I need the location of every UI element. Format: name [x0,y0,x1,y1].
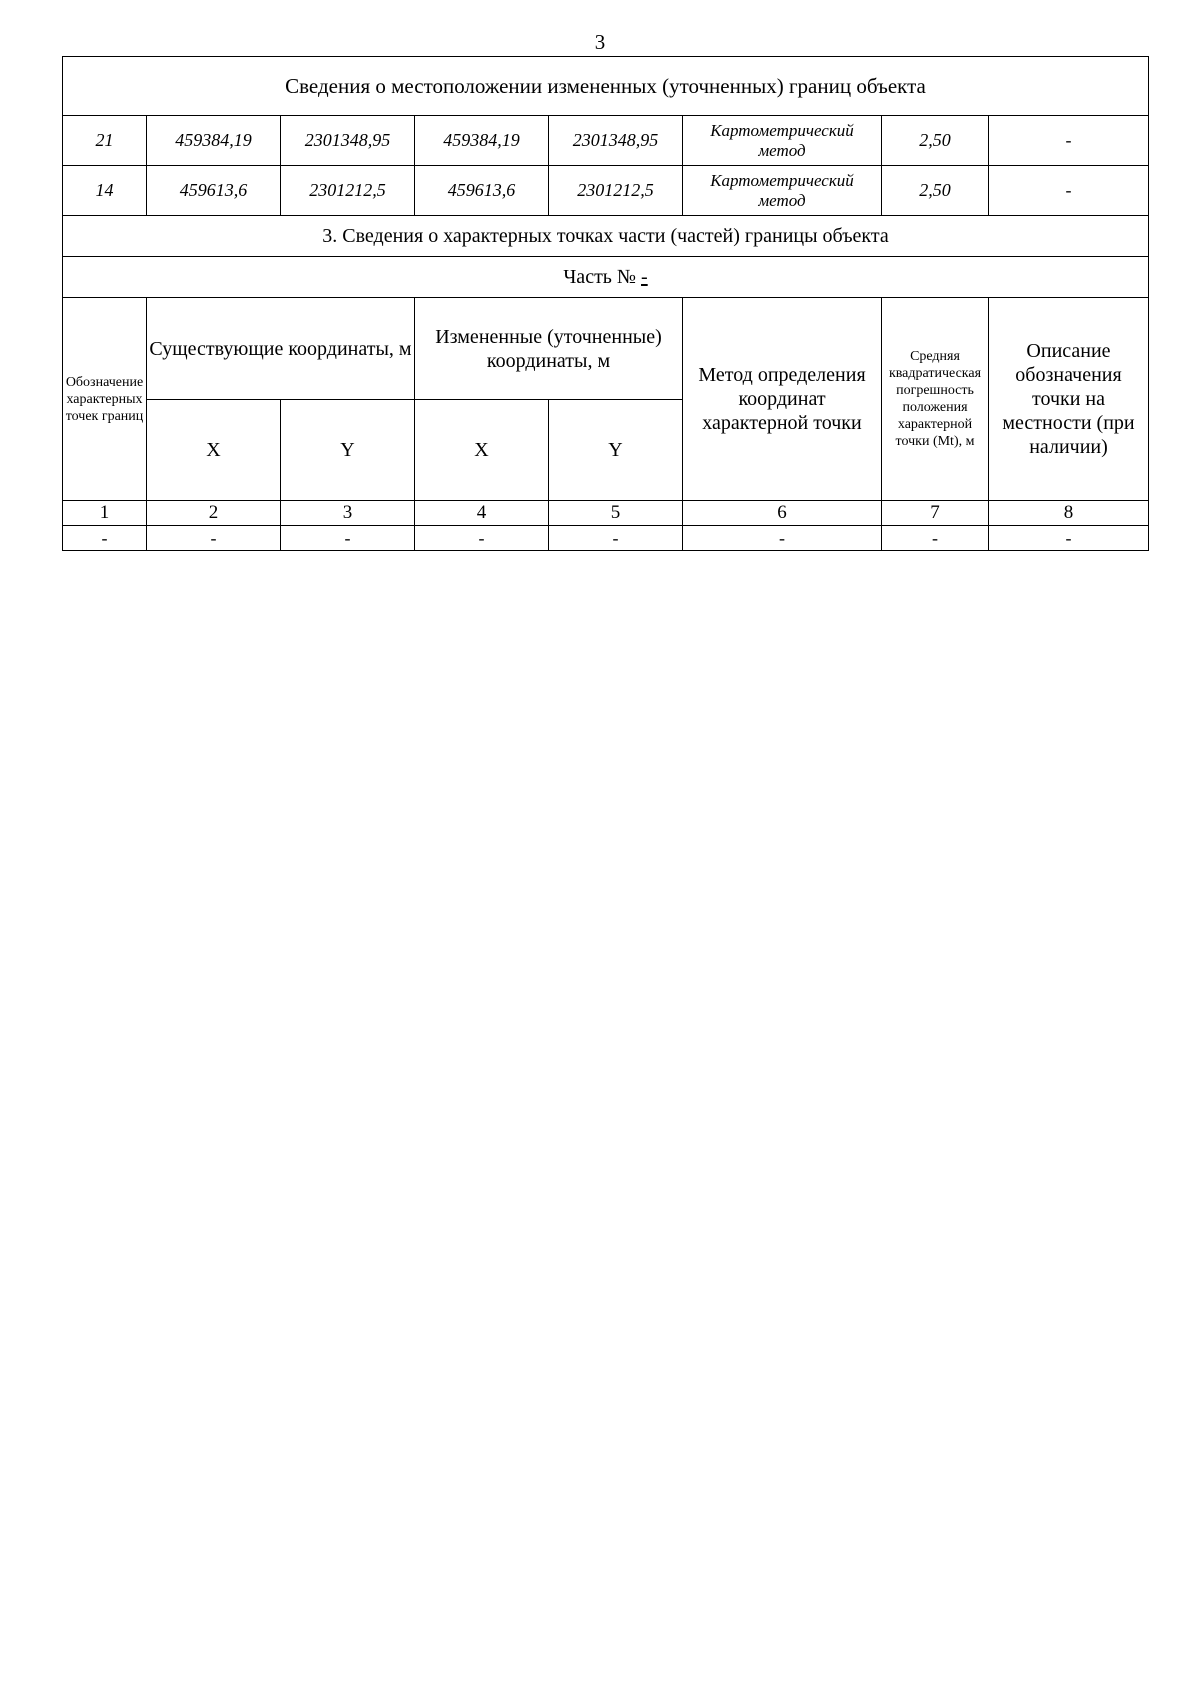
accuracy-cell: 2,50 [882,116,989,166]
header-y-changed: Y [549,400,683,501]
header-x-changed: X [415,400,549,501]
header-accuracy: Средняя квадратическая погрешность положения характерной точки (Mt), м [882,298,989,501]
description-cell: - [989,166,1149,216]
part-cell [63,257,1149,298]
column-number: 4 [415,501,549,526]
column-number: 3 [281,501,415,526]
x-existing-cell: 459613,6 [147,166,281,216]
y-changed-cell: 2301212,5 [549,166,683,216]
table-row [63,116,1149,166]
description-cell: - [989,116,1149,166]
column-numbers-row [63,501,1149,526]
part-label: Часть № [563,265,637,288]
empty-cell: - [147,526,281,551]
column-number: 7 [882,501,989,526]
column-number: 8 [989,501,1149,526]
y-existing-cell: 2301212,5 [281,166,415,216]
column-number: 5 [549,501,683,526]
header-point-designation: Обозначение характерных точек границ [63,298,147,501]
part-value: - [641,265,648,288]
table-row [63,166,1149,216]
method-cell: Картометрический метод [683,166,882,216]
x-existing-cell: 459384,19 [147,116,281,166]
section-title: Сведения о местоположении измененных (уточненных) границ объекта [63,57,1149,116]
y-changed-cell: 2301348,95 [549,116,683,166]
y-existing-cell: 2301348,95 [281,116,415,166]
header-existing-coords: Существующие координаты, м [147,298,415,400]
empty-cell: - [989,526,1149,551]
section3-heading: 3. Сведения о характерных точках части (частей) границы объекта [63,216,1149,257]
column-number: 2 [147,501,281,526]
empty-cell: - [683,526,882,551]
empty-cell: - [549,526,683,551]
empty-cell: - [882,526,989,551]
header-row-top [63,298,1149,400]
table-row [63,526,1149,551]
x-changed-cell: 459384,19 [415,116,549,166]
empty-cell: - [281,526,415,551]
boundary-table [62,56,1149,551]
header-changed-coords: Измененные (уточненные) координаты, м [415,298,683,400]
header-description: Описание обозначения точки на местности (при наличии) [989,298,1149,501]
accuracy-cell: 2,50 [882,166,989,216]
section-title-row [63,57,1149,116]
section3-heading-row [63,216,1149,257]
point-cell: 14 [63,166,147,216]
column-number: 1 [63,501,147,526]
header-x-existing: X [147,400,281,501]
part-row [63,257,1149,298]
method-cell: Картометрический метод [683,116,882,166]
page-number: 3 [594,30,606,54]
empty-cell: - [63,526,147,551]
column-number: 6 [683,501,882,526]
x-changed-cell: 459613,6 [415,166,549,216]
header-y-existing: Y [281,400,415,501]
point-cell: 21 [63,116,147,166]
empty-cell: - [415,526,549,551]
header-method: Метод определения координат характерной точки [683,298,882,501]
